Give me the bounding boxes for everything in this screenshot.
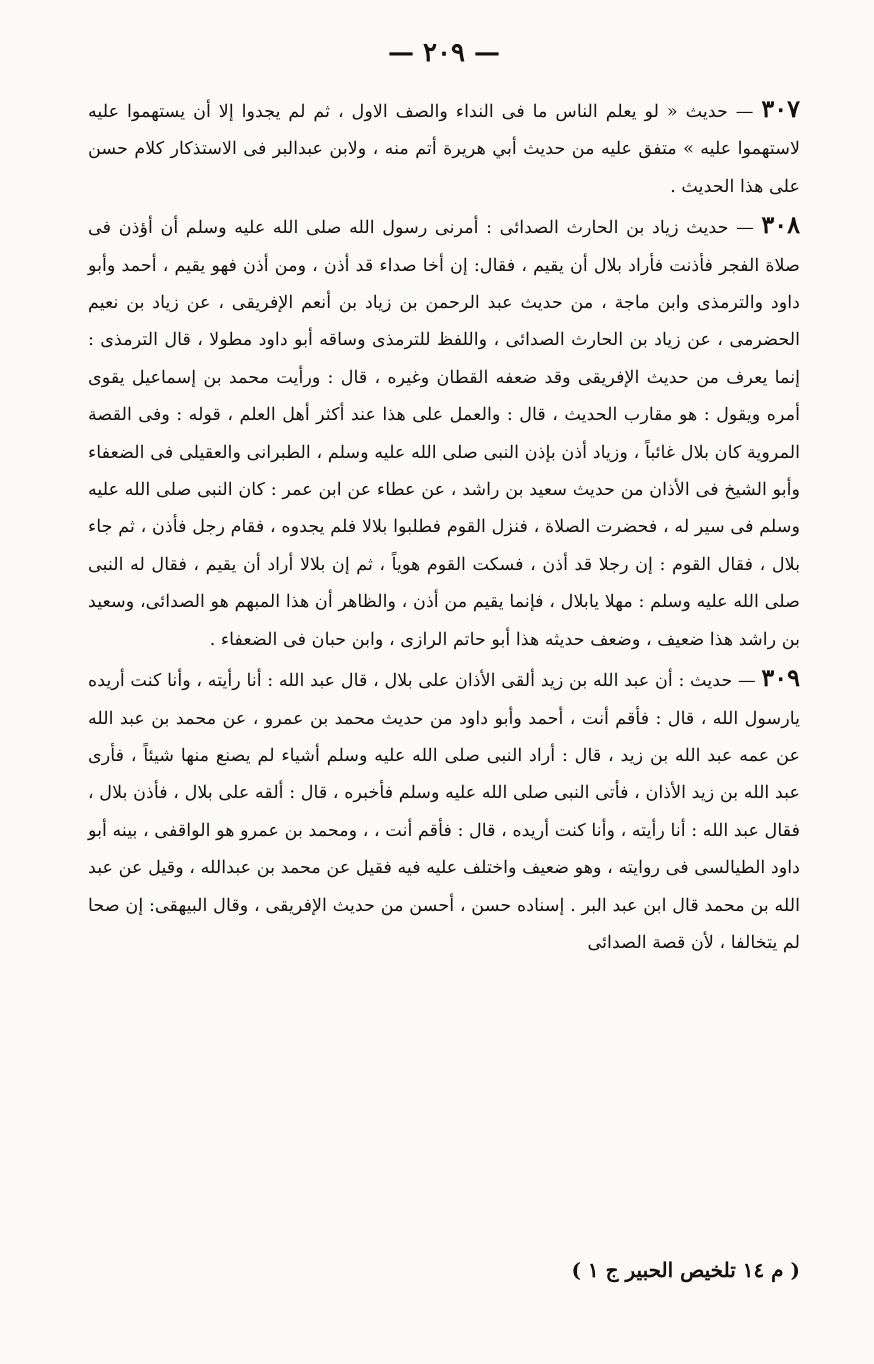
entry-number: ٣٠٧ (761, 94, 800, 123)
hadith-entry-309 (88, 659, 800, 962)
footer-signature: ( م ١٤ تلخيص الحبير ج ١ ) (571, 1258, 800, 1282)
page-body (88, 90, 800, 962)
page-number: — ٢٠٩ — (387, 38, 501, 68)
hadith-entry-307 (88, 90, 800, 206)
entry-number: ٣٠٩ (761, 663, 800, 693)
hadith-entry-308 (88, 206, 800, 659)
entry-number: ٣٠٨ (761, 210, 801, 240)
entry-text: — حديث : أن عبد الله بن زيد ألقى الأذان على بلال ، قال عبد الله : أنا رأيته ، وأنا كنت أريده يارسول الله ، قال : فأقم أنت ، أحمد وأبو داود من حديث محمد بن عمرو ، عن محمد بن عبد الله عن عمه عبد الله بن زيد ، قال : أراد النبى صلى الله عليه وسلم أشياء لم يصنع منها شيئاً ، فأرى عبد الله بن زيد الأذان ، فأتى النبى صلى الله عليه وسلم فأخبره ، قال : ألقه على بلال ، فأذن بلال ، فقال عبد الله : أنا رأيته ، وأنا كنت أريده ، قال : فأقم أنت ، ، ومحمد بن عمرو هو الواقفى ، بينه أبو داود الطيالسى فى روايته ، وهو ضعيف واختلف عليه فيه فقيل عن محمد بن عبدالله ، وقيل عن عبد الله بن محمد قال ابن عبد البر . إسناده حسن ، أحسن من حديث الإفريقى ، وقال البيهقى: إن صحا لم يتخالفا ، لأن قصة الصدائى (88, 671, 800, 953)
entry-text: — حديث زياد بن الحارث الصدائى : أمرنى رسول الله صلى الله عليه وسلم أن أؤذن فى صلاة الفجر فأذنت فأراد بلال أن يقيم ، فقال: إن أخا صداء قد أذن ، ومن أذن فهو يقيم ، أحمد وأبو داود والترمذى وابن ماجة ، من حديث عبد الرحمن بن زياد بن أنعم الإفريقى ، عن زياد بن نعيم الحضرمى ، عن زياد بن الحارث الصدائى ، واللفظ للترمذى وساقه أبو داود مطولا ، قال الترمذى : إنما يعرف من حديث الإفريقى وقد ضعفه القطان وغيره ، قال : ورأيت محمد بن إسماعيل يقوى أمره ويقول : هو مقارب الحديث ، قال : والعمل على هذا عند أكثر أهل العلم ، قوله : وفى القصة المروية كان بلال غائباً ، وزياد أذن بإذن النبى صلى الله عليه وسلم ، الطبرانى والعقيلى فى الضعفاء وأبو الشيخ فى الأذان من حديث سعيد بن راشد ، عن عطاء عن ابن عمر : كان النبى صلى الله عليه وسلم فى سير له ، فحضرت الصلاة ، فنزل القوم فطلبوا بلالا فلم يجدوه ، فقام رجل فأذن ، ثم جاء بلال ، فقال القوم : إن رجلا قد أذن ، فسكت القوم هوياً ، ثم إن بلالا أراد أن يقيم ، فقال له النبى صلى الله عليه وسلم : مهلا يابلال ، فإنما يقيم من أذن ، والظاهر أن هذا المبهم هو الصدائى، وسعيد بن راشد هذا ضعيف ، وضعف حديثه هذا أبو حاتم الرازى ، وابن حبان فى الضعفاء . (88, 218, 800, 650)
entry-text: — حديث « لو يعلم الناس ما فى النداء والصف الاول ، ثم لم يجدوا إلا أن يستهموا عليه لاستهموا عليه » متفق عليه من حديث أبي هريرة أتم منه ، ولابن عبدالبر فى الاستذكار كلام حسن على هذا الحديث . (88, 102, 800, 197)
